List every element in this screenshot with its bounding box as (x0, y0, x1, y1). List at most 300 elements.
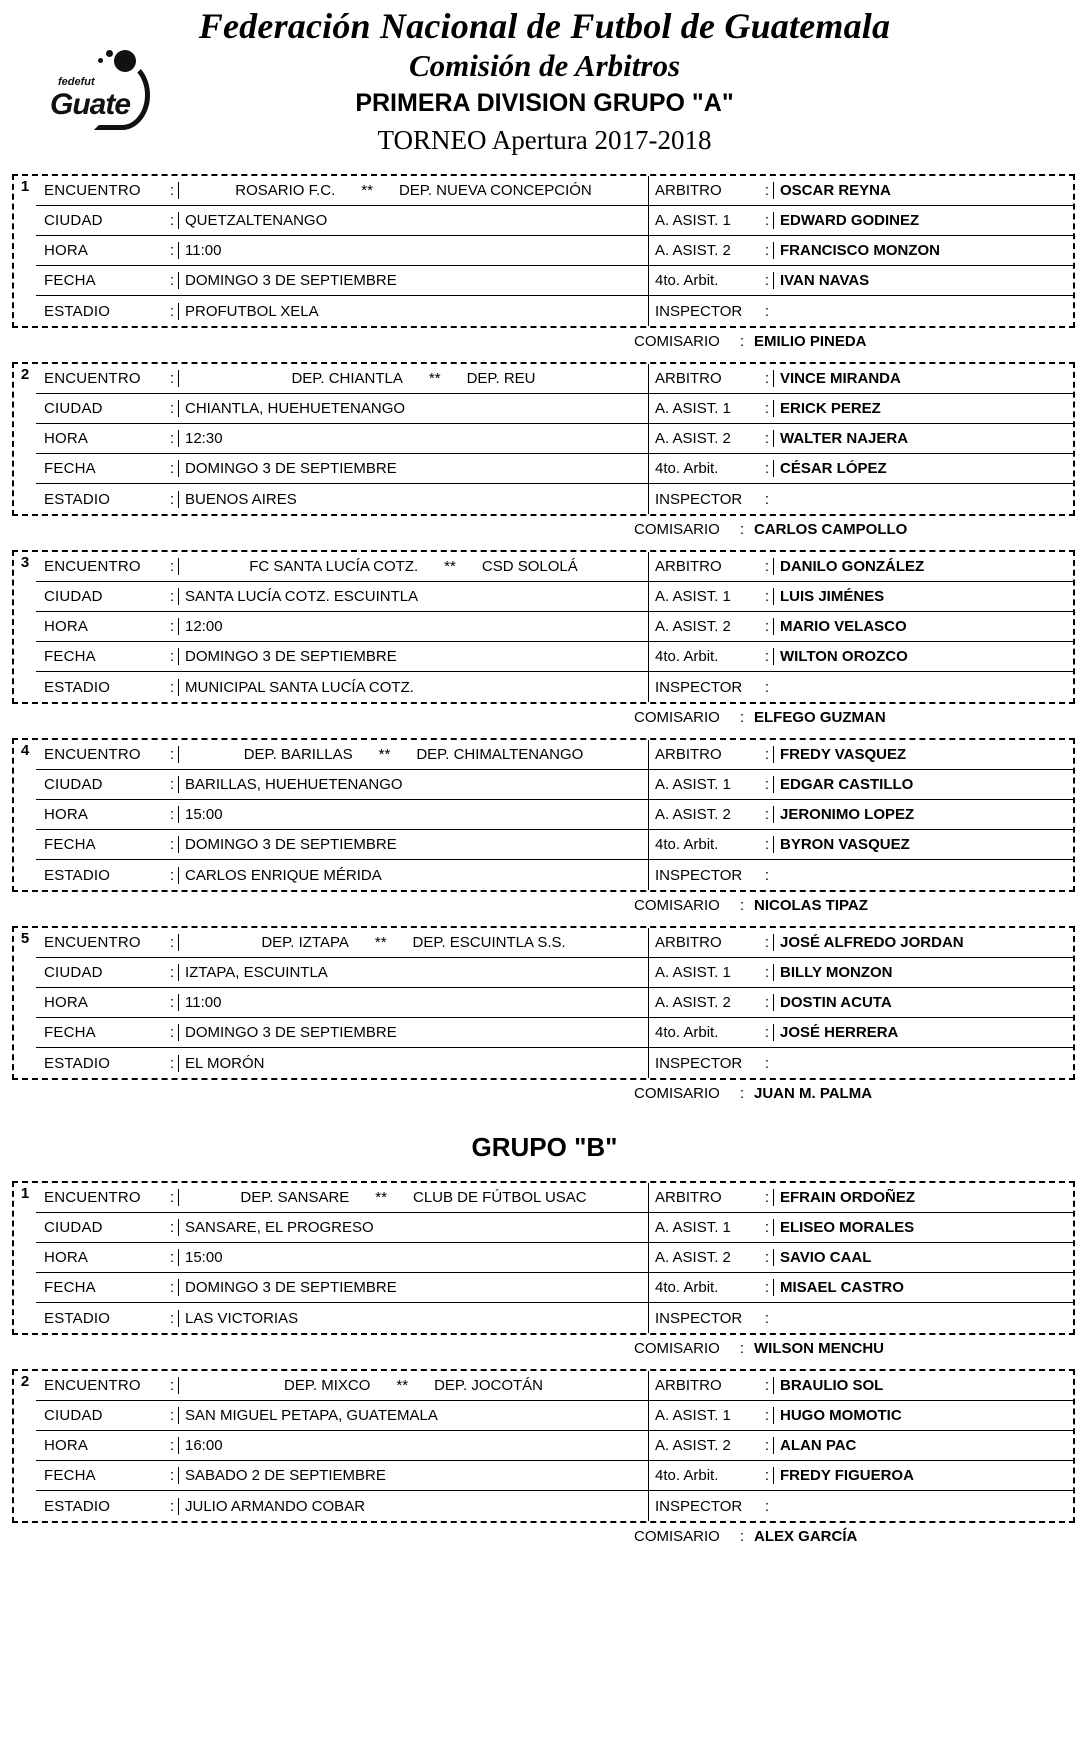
colon-separator: : (169, 558, 175, 576)
ciudad-row-value: SANTA LUCÍA COTZ. ESCUINTLA (178, 588, 648, 605)
estadio-row-label: ESTADIO (44, 1309, 111, 1327)
colon-separator: : (764, 746, 770, 764)
estadio-row-label: ESTADIO (44, 1497, 111, 1515)
fecha-row-value: DOMINGO 3 DE SEPTIEMBRE (178, 1024, 648, 1041)
estadio-row (36, 296, 648, 326)
group-b-matches (0, 1181, 1089, 1549)
ciudad-row-label: CIUDAD (44, 776, 103, 794)
colon-separator: : (764, 618, 770, 636)
asistente-2-row-label: A. ASIST. 2 (655, 1249, 731, 1267)
colon-separator: : (764, 1189, 770, 1207)
match-officials (648, 740, 1073, 890)
colon-separator: : (169, 302, 175, 320)
colon-separator: : (764, 1467, 770, 1485)
fecha-row (36, 454, 648, 484)
away-team: CSD SOLOLÁ (481, 558, 578, 576)
colon-separator: : (764, 1024, 770, 1042)
inspector-row-label: INSPECTOR (655, 1054, 743, 1072)
cuarto-arbitro-row-value: MISAEL CASTRO (773, 1279, 1073, 1296)
colon-separator: : (169, 866, 175, 884)
ciudad-row-value: BARILLAS, HUEHUETENANGO (178, 776, 648, 793)
away-team: DEP. REU (466, 370, 536, 388)
inspector-row-label: INSPECTOR (655, 1497, 743, 1515)
colon-separator: : (169, 1497, 175, 1515)
inspector-row (649, 1491, 1073, 1521)
asistente-2-row-value: SAVIO CAAL (773, 1249, 1073, 1266)
colon-separator: : (764, 836, 770, 854)
federation-title: Federación Nacional de Futbol de Guatemala (198, 6, 891, 46)
match-officials (648, 176, 1073, 326)
colon-separator: : (739, 1527, 745, 1545)
comisario-row (12, 328, 1089, 354)
inspector-row (649, 296, 1073, 326)
division-title: PRIMERA DIVISION GRUPO "A" (355, 88, 734, 117)
hora-row-value: 11:00 (178, 242, 648, 259)
estadio-row (36, 484, 648, 514)
match-officials (648, 1183, 1073, 1333)
match-officials (648, 364, 1073, 514)
colon-separator: : (764, 806, 770, 824)
asistente-1-row-value: EDWARD GODINEZ (773, 212, 1073, 229)
ciudad-row-label: CIUDAD (44, 588, 103, 606)
comisario-value: ALEX GARCÍA (754, 1527, 858, 1545)
comisario-row (12, 1335, 1089, 1361)
encuentro-row (36, 1183, 648, 1213)
estadio-row-value: MUNICIPAL SANTA LUCÍA COTZ. (178, 679, 648, 696)
colon-separator: : (169, 272, 175, 290)
asistente-2-row (649, 1243, 1073, 1273)
arbitro-row-label: ARBITRO (655, 182, 722, 200)
inspector-row (649, 484, 1073, 514)
hora-row-label: HORA (44, 1249, 89, 1267)
match-block (0, 550, 1089, 730)
home-team: DEP. MIXCO (283, 1377, 371, 1395)
asistente-1-row-label: A. ASIST. 1 (655, 1219, 731, 1237)
encuentro-row-label: ENCUENTRO (44, 1377, 141, 1395)
fecha-row (36, 1273, 648, 1303)
asistente-2-row-value: ALAN PAC (773, 1437, 1073, 1454)
comisario-value: EMILIO PINEDA (754, 332, 867, 350)
asistente-2-row-value: FRANCISCO MONZON (773, 242, 1073, 259)
encuentro-row-value (178, 182, 648, 199)
ciudad-row-label: CIUDAD (44, 1407, 103, 1425)
colon-separator: : (169, 994, 175, 1012)
versus-separator: ** (361, 182, 373, 200)
away-team: DEP. NUEVA CONCEPCIÓN (398, 182, 592, 200)
encuentro-row-label: ENCUENTRO (44, 1189, 141, 1207)
encuentro-row (36, 928, 648, 958)
encuentro-row-label: ENCUENTRO (44, 370, 141, 388)
comisario-row (12, 892, 1089, 918)
fecha-row-value: DOMINGO 3 DE SEPTIEMBRE (178, 648, 648, 665)
match-officials (648, 1371, 1073, 1521)
colon-separator: : (169, 648, 175, 666)
hora-row-label: HORA (44, 994, 89, 1012)
inspector-row (649, 860, 1073, 890)
colon-separator: : (764, 1377, 770, 1395)
colon-separator: : (739, 896, 745, 914)
colon-separator: : (764, 370, 770, 388)
cuarto-arbitro-row-value: BYRON VASQUEZ (773, 836, 1073, 853)
arbitro-row-value: EFRAIN ORDOÑEZ (773, 1189, 1073, 1206)
estadio-row-value: PROFUTBOL XELA (178, 303, 648, 320)
home-team: ROSARIO F.C. (235, 182, 336, 200)
home-team: DEP. CHIANTLA (291, 370, 403, 388)
match-card (12, 926, 1075, 1080)
asistente-2-row (649, 800, 1073, 830)
asistente-1-row (649, 582, 1073, 612)
colon-separator: : (764, 242, 770, 260)
hora-row-label: HORA (44, 430, 89, 448)
asistente-2-row-label: A. ASIST. 2 (655, 1437, 731, 1455)
asistente-1-row-value: ELISEO MORALES (773, 1219, 1073, 1236)
match-card (12, 738, 1075, 892)
fecha-row (36, 830, 648, 860)
estadio-row-label: ESTADIO (44, 302, 111, 320)
hora-row-label: HORA (44, 1437, 89, 1455)
encuentro-row-label: ENCUENTRO (44, 934, 141, 952)
colon-separator: : (764, 182, 770, 200)
ciudad-row-value: QUETZALTENANGO (178, 212, 648, 229)
colon-separator: : (764, 1054, 770, 1072)
colon-separator: : (169, 212, 175, 230)
colon-separator: : (764, 678, 770, 696)
match-number: 4 (20, 742, 30, 760)
fedefut-guate-logo (48, 48, 158, 134)
colon-separator: : (169, 430, 175, 448)
hora-row (36, 612, 648, 642)
colon-separator: : (169, 490, 175, 508)
match-card (12, 362, 1075, 516)
match-officials (648, 928, 1073, 1078)
encuentro-row-value (178, 370, 648, 387)
colon-separator: : (169, 1309, 175, 1327)
hora-row (36, 988, 648, 1018)
match-details (36, 1371, 648, 1521)
colon-separator: : (764, 1309, 770, 1327)
hora-row-value: 15:00 (178, 806, 648, 823)
arbitro-row (649, 928, 1073, 958)
group-b-title: GRUPO "B" (471, 1132, 618, 1163)
document-header (0, 0, 1089, 156)
colon-separator: : (764, 964, 770, 982)
colon-separator: : (764, 588, 770, 606)
colon-separator: : (764, 460, 770, 478)
comisario-label: COMISARIO (634, 1084, 720, 1102)
colon-separator: : (169, 1467, 175, 1485)
match-number: 3 (20, 554, 30, 572)
estadio-row (36, 1491, 648, 1521)
cuarto-arbitro-row-label: 4to. Arbit. (655, 1467, 719, 1485)
colon-separator: : (169, 934, 175, 952)
asistente-1-row-value: ERICK PEREZ (773, 400, 1073, 417)
hora-row (36, 800, 648, 830)
estadio-row (36, 672, 648, 702)
asistente-1-row (649, 1401, 1073, 1431)
hora-row-label: HORA (44, 618, 89, 636)
arbitro-row (649, 1371, 1073, 1401)
home-team: FC SANTA LUCÍA COTZ. (249, 558, 419, 576)
hora-row-value: 16:00 (178, 1437, 648, 1454)
asistente-1-row-label: A. ASIST. 1 (655, 964, 731, 982)
estadio-row (36, 1048, 648, 1078)
fecha-row-label: FECHA (44, 460, 96, 478)
hora-row-value: 15:00 (178, 1249, 648, 1266)
match-block (0, 362, 1089, 542)
arbitro-row-label: ARBITRO (655, 934, 722, 952)
ciudad-row (36, 958, 648, 988)
asistente-1-row (649, 958, 1073, 988)
colon-separator: : (169, 746, 175, 764)
cuarto-arbitro-row-label: 4to. Arbit. (655, 272, 719, 290)
inspector-row (649, 1048, 1073, 1078)
asistente-1-row-value: HUGO MOMOTIC (773, 1407, 1073, 1424)
ciudad-row (36, 206, 648, 236)
estadio-row-label: ESTADIO (44, 1054, 111, 1072)
encuentro-row-value (178, 1377, 648, 1394)
encuentro-row-value (178, 934, 648, 951)
asistente-2-row-value: WALTER NAJERA (773, 430, 1073, 447)
asistente-1-row-label: A. ASIST. 1 (655, 776, 731, 794)
colon-separator: : (169, 460, 175, 478)
comisario-label: COMISARIO (634, 1339, 720, 1357)
asistente-2-row (649, 612, 1073, 642)
colon-separator: : (764, 776, 770, 794)
estadio-row-value: CARLOS ENRIQUE MÉRIDA (178, 867, 648, 884)
asistente-1-row-label: A. ASIST. 1 (655, 212, 731, 230)
inspector-row-label: INSPECTOR (655, 866, 743, 884)
versus-separator: ** (396, 1377, 409, 1395)
comisario-label: COMISARIO (634, 1527, 720, 1545)
inspector-row-label: INSPECTOR (655, 302, 743, 320)
encuentro-row (36, 364, 648, 394)
match-number: 2 (20, 1373, 30, 1391)
colon-separator: : (764, 400, 770, 418)
asistente-2-row-value: DOSTIN ACUTA (773, 994, 1073, 1011)
inspector-row (649, 1303, 1073, 1333)
colon-separator: : (169, 242, 175, 260)
asistente-1-row-label: A. ASIST. 1 (655, 400, 731, 418)
home-team: DEP. BARILLAS (243, 746, 353, 764)
match-number: 2 (20, 366, 30, 384)
logo-guate-text: Guate (50, 88, 131, 121)
asistente-1-row (649, 1213, 1073, 1243)
ciudad-row-value: SANSARE, EL PROGRESO (178, 1219, 648, 1236)
match-block (0, 738, 1089, 918)
comisario-row (12, 1080, 1089, 1106)
arbitro-row (649, 552, 1073, 582)
estadio-row-value: BUENOS AIRES (178, 491, 648, 508)
ciudad-row (36, 582, 648, 612)
estadio-row-label: ESTADIO (44, 866, 111, 884)
colon-separator: : (739, 520, 745, 538)
colon-separator: : (764, 648, 770, 666)
colon-separator: : (169, 1279, 175, 1297)
match-officials (648, 552, 1073, 702)
match-details (36, 740, 648, 890)
colon-separator: : (169, 588, 175, 606)
colon-separator: : (764, 1219, 770, 1237)
fecha-row-value: DOMINGO 3 DE SEPTIEMBRE (178, 272, 648, 289)
estadio-row-value: EL MORÓN (178, 1055, 648, 1072)
comisario-label: COMISARIO (634, 708, 720, 726)
asistente-2-row-value: MARIO VELASCO (773, 618, 1073, 635)
arbitro-row-value: BRAULIO SOL (773, 1377, 1073, 1394)
arbitro-row-value: FREDY VASQUEZ (773, 746, 1073, 763)
ciudad-row (36, 770, 648, 800)
fecha-row-value: SABADO 2 DE SEPTIEMBRE (178, 1467, 648, 1484)
encuentro-row (36, 552, 648, 582)
inspector-row-label: INSPECTOR (655, 490, 743, 508)
encuentro-row-value (178, 1189, 648, 1206)
asistente-1-row (649, 394, 1073, 424)
arbitro-row-label: ARBITRO (655, 746, 722, 764)
ciudad-row (36, 1401, 648, 1431)
estadio-row (36, 1303, 648, 1333)
match-block (0, 926, 1089, 1106)
arbitro-row (649, 1183, 1073, 1213)
comisario-row (12, 1523, 1089, 1549)
colon-separator: : (764, 994, 770, 1012)
comisario-value: NICOLAS TIPAZ (754, 896, 868, 914)
comisario-row (12, 704, 1089, 730)
arbitro-row-value: OSCAR REYNA (773, 182, 1073, 199)
inspector-row-label: INSPECTOR (655, 678, 743, 696)
fecha-row-label: FECHA (44, 1467, 96, 1485)
colon-separator: : (764, 430, 770, 448)
hora-row (36, 1431, 648, 1461)
colon-separator: : (739, 332, 745, 350)
asistente-1-row (649, 770, 1073, 800)
fecha-row-label: FECHA (44, 836, 96, 854)
asistente-2-row (649, 988, 1073, 1018)
asistente-1-row (649, 206, 1073, 236)
comisario-label: COMISARIO (634, 896, 720, 914)
ciudad-row-label: CIUDAD (44, 400, 103, 418)
colon-separator: : (764, 934, 770, 952)
encuentro-row (36, 176, 648, 206)
fecha-row-label: FECHA (44, 1024, 96, 1042)
colon-separator: : (169, 1054, 175, 1072)
colon-separator: : (169, 836, 175, 854)
inspector-row-label: INSPECTOR (655, 1309, 743, 1327)
cuarto-arbitro-row (649, 454, 1073, 484)
away-team: DEP. CHIMALTENANGO (416, 746, 584, 764)
match-card (12, 550, 1075, 704)
fecha-row-value: DOMINGO 3 DE SEPTIEMBRE (178, 836, 648, 853)
colon-separator: : (764, 1437, 770, 1455)
commission-title: Comisión de Arbitros (408, 48, 681, 84)
cuarto-arbitro-row-label: 4to. Arbit. (655, 1279, 719, 1297)
asistente-1-row-value: EDGAR CASTILLO (773, 776, 1073, 793)
fecha-row-label: FECHA (44, 272, 96, 290)
asistente-1-row-value: BILLY MONZON (773, 964, 1073, 981)
comisario-row (12, 516, 1089, 542)
comisario-value: ELFEGO GUZMAN (754, 708, 886, 726)
versus-separator: ** (444, 558, 456, 576)
tournament-title: TORNEO Apertura 2017-2018 (377, 124, 712, 155)
asistente-2-row-label: A. ASIST. 2 (655, 806, 731, 824)
asistente-2-row-label: A. ASIST. 2 (655, 994, 731, 1012)
hora-row-value: 11:00 (178, 994, 648, 1011)
home-team: DEP. IZTAPA (261, 934, 349, 952)
fecha-row-label: FECHA (44, 1279, 96, 1297)
colon-separator: : (169, 806, 175, 824)
cuarto-arbitro-row (649, 1461, 1073, 1491)
fecha-row-label: FECHA (44, 648, 96, 666)
fecha-row (36, 1018, 648, 1048)
colon-separator: : (169, 776, 175, 794)
fecha-row (36, 1461, 648, 1491)
versus-separator: ** (375, 1189, 387, 1207)
group-a-matches (0, 174, 1089, 1106)
arbitro-row (649, 364, 1073, 394)
encuentro-row-value (178, 746, 648, 763)
comisario-value: CARLOS CAMPOLLO (754, 520, 908, 538)
arbitro-row-label: ARBITRO (655, 1377, 722, 1395)
colon-separator: : (169, 182, 175, 200)
match-number: 1 (20, 178, 30, 196)
match-number: 5 (20, 930, 30, 948)
cuarto-arbitro-row-value: JOSÉ HERRERA (773, 1024, 1073, 1041)
colon-separator: : (764, 212, 770, 230)
arbitro-row-value: VINCE MIRANDA (773, 370, 1073, 387)
colon-separator: : (764, 302, 770, 320)
colon-separator: : (169, 1024, 175, 1042)
encuentro-row-value (178, 558, 648, 575)
cuarto-arbitro-row-value: WILTON OROZCO (773, 648, 1073, 665)
estadio-row-label: ESTADIO (44, 490, 111, 508)
hora-row-value: 12:30 (178, 430, 648, 447)
hora-row-label: HORA (44, 806, 89, 824)
cuarto-arbitro-row-value: IVAN NAVAS (773, 272, 1073, 289)
ciudad-row-label: CIUDAD (44, 212, 103, 230)
colon-separator: : (764, 866, 770, 884)
colon-separator: : (764, 490, 770, 508)
home-team: DEP. SANSARE (240, 1189, 350, 1207)
ciudad-row (36, 1213, 648, 1243)
colon-separator: : (739, 708, 745, 726)
match-details (36, 176, 648, 326)
fecha-row-value: DOMINGO 3 DE SEPTIEMBRE (178, 1279, 648, 1296)
asistente-2-row (649, 424, 1073, 454)
estadio-row-value: JULIO ARMANDO COBAR (178, 1498, 648, 1515)
cuarto-arbitro-row (649, 642, 1073, 672)
hora-row (36, 424, 648, 454)
arbitro-row-value: JOSÉ ALFREDO JORDAN (773, 934, 1073, 951)
logo-fedefut-text: fedefut (58, 76, 95, 88)
versus-separator: ** (428, 370, 441, 388)
estadio-row-label: ESTADIO (44, 678, 111, 696)
asistente-2-row-label: A. ASIST. 2 (655, 242, 731, 260)
versus-separator: ** (374, 934, 387, 952)
arbitro-row-label: ARBITRO (655, 558, 722, 576)
colon-separator: : (169, 1407, 175, 1425)
match-card (12, 1369, 1075, 1523)
colon-separator: : (764, 1407, 770, 1425)
colon-separator: : (739, 1084, 745, 1102)
encuentro-row-label: ENCUENTRO (44, 558, 141, 576)
match-card (12, 174, 1075, 328)
match-block (0, 174, 1089, 354)
fecha-row (36, 642, 648, 672)
colon-separator: : (739, 1339, 745, 1357)
encuentro-row (36, 740, 648, 770)
versus-separator: ** (378, 746, 391, 764)
ciudad-row-value: SAN MIGUEL PETAPA, GUATEMALA (178, 1407, 648, 1424)
comisario-label: COMISARIO (634, 520, 720, 538)
colon-separator: : (169, 964, 175, 982)
